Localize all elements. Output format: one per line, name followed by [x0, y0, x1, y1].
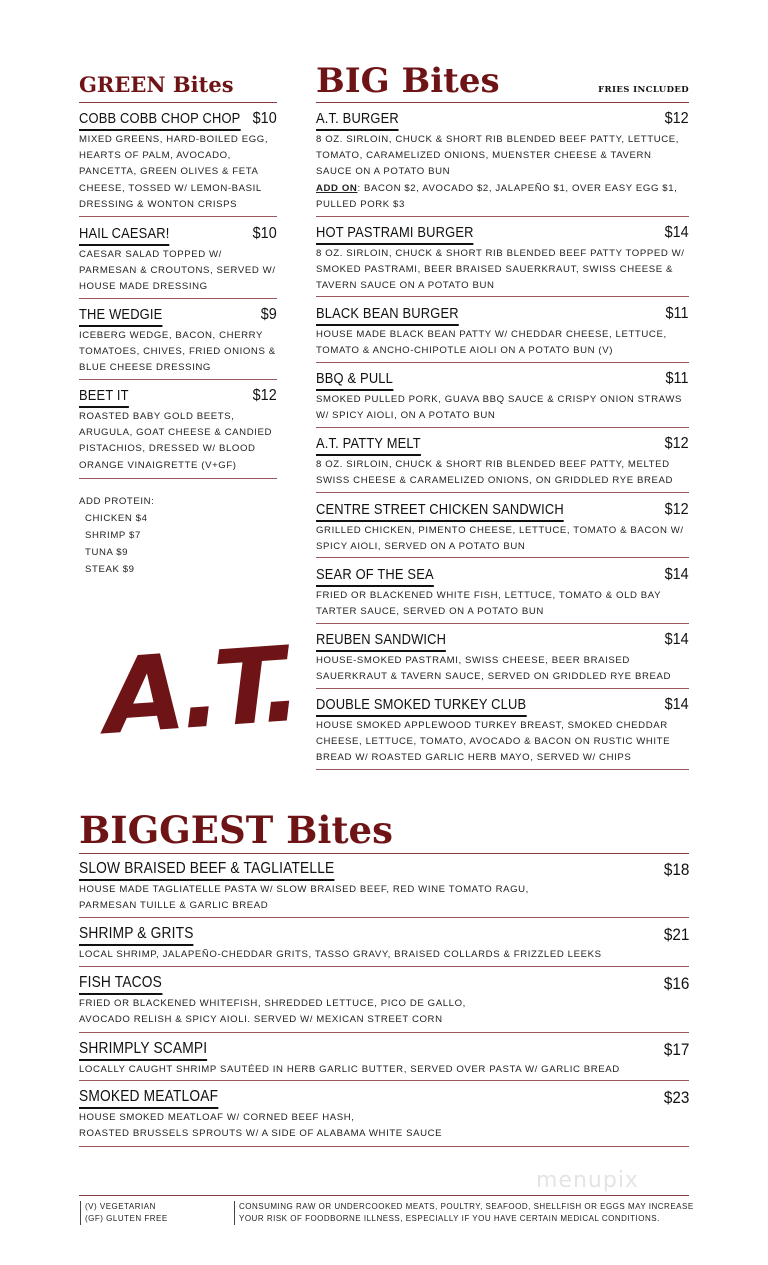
at-logo-text: A.T. — [100, 622, 299, 759]
big-item-name: BLACK BEAN BURGER — [316, 305, 459, 326]
protein-tuna: TUNA $9 — [85, 547, 129, 558]
big-item-name: CENTRE STREET CHICKEN SANDWICH — [316, 501, 564, 522]
biggest-item-separator — [79, 1032, 689, 1033]
big-item-desc: GRILLED CHICKEN, PIMENTO CHEESE, LETTUCE, TOMATO & BACON W/ SPICY AIOLI, SERVED ON A POTATO BUN — [316, 525, 684, 553]
big-item — [316, 224, 689, 295]
big-item-price: $11 — [666, 370, 689, 387]
big-item-separator — [316, 362, 689, 363]
biggest-item-price: $23 — [663, 1088, 689, 1107]
green-item-desc: CAESAR SALAD TOPPED W/ PARMESAN & CROUTONS, SERVED W/ HOUSE MADE DRESSING — [79, 249, 276, 293]
biggest-item-name: SHRIMPLY SCAMPI — [79, 1040, 207, 1061]
legend-gluten-free: (GF) GLUTEN FREE — [85, 1214, 168, 1223]
big-item — [316, 435, 689, 489]
big-item — [316, 501, 689, 555]
green-item-separator — [79, 298, 277, 299]
big-item-separator — [316, 427, 689, 428]
big-item-price: $12 — [664, 435, 689, 452]
biggest-item-name: SHRIMP & GRITS — [79, 925, 194, 946]
warning-line-2: YOUR RISK OF FOODBORNE ILLNESS, ESPECIALLY IF YOU HAVE CERTAIN MEDICAL CONDITIONS. — [239, 1214, 660, 1223]
watermark: menupix — [536, 1168, 639, 1193]
biggest-item-desc-line1: FRIED OR BLACKENED WHITEFISH, SHREDDED LETTUCE, PICO DE GALLO, — [79, 998, 466, 1009]
at-logo — [98, 622, 299, 759]
green-item-desc: ICEBERG WEDGE, BACON, CHERRY TOMATOES, CHIVES, FRIED ONIONS & BLUE CHEESE DRESSING — [79, 330, 276, 374]
big-item-separator — [316, 769, 689, 770]
addon-label: ADD ON — [316, 182, 358, 194]
biggest-item-desc-line1: LOCALLY CAUGHT SHRIMP SAUTÉED IN HERB GARLIC BUTTER, SERVED OVER PASTA W/ GARLIC BREAD — [79, 1064, 620, 1075]
green-item — [79, 110, 277, 213]
big-item-name: A.T. BURGER — [316, 110, 399, 131]
biggest-item-desc-line1: HOUSE SMOKED MEATLOAF W/ CORNED BEEF HASH, — [79, 1112, 355, 1123]
big-item — [316, 110, 689, 213]
footer-legend — [80, 1201, 168, 1225]
green-item — [79, 387, 277, 474]
green-item-price: $10 — [252, 110, 277, 127]
big-item-price: $11 — [666, 305, 689, 322]
big-item-price: $12 — [664, 501, 689, 518]
footer-warning — [234, 1201, 694, 1225]
big-item-addon — [316, 181, 689, 213]
big-item-separator — [316, 492, 689, 493]
biggest-item-name: SMOKED MEATLOAF — [79, 1088, 218, 1109]
biggest-item-separator — [79, 1080, 689, 1081]
big-item — [316, 631, 689, 685]
green-item-separator — [79, 478, 277, 479]
big-item-desc: HOUSE-SMOKED PASTRAMI, SWISS CHEESE, BEER BRAISED SAUERKRAUT & TAVERN SAUCE, SERVED ON GRIDDLED RYE BREAD — [316, 655, 672, 683]
big-item-desc: 8 OZ. SIRLOIN, CHUCK & SHORT RIB BLENDED BEEF PATTY, MELTED SWISS CHEESE & CARAMELIZED ONIONS, ON GRIDDLED RYE BREAD — [316, 459, 674, 487]
protein-title: ADD PROTEIN: — [79, 496, 155, 507]
green-item-name: COBB COBB CHOP CHOP — [79, 110, 240, 131]
green-item-name: BEET IT — [79, 387, 129, 408]
biggest-item-separator — [79, 1146, 689, 1147]
green-item-price: $10 — [252, 225, 277, 242]
biggest-item — [79, 1040, 689, 1078]
biggest-item-separator — [79, 966, 689, 967]
big-item-price: $12 — [664, 110, 689, 127]
big-item-price: $14 — [664, 224, 689, 241]
green-item-separator — [79, 379, 277, 380]
green-item-separator — [79, 216, 277, 217]
big-item — [316, 305, 689, 359]
big-item-name: BBQ & PULL — [316, 370, 393, 391]
green-title-rule — [79, 102, 277, 103]
big-item-name: A.T. PATTY MELT — [316, 435, 421, 456]
big-item-name: SEAR OF THE SEA — [316, 566, 434, 587]
big-item-desc: SMOKED PULLED PORK, GUAVA BBQ SAUCE & CRISPY ONION STRAWS W/ SPICY AIOLI, ON A POTATO BUN — [316, 394, 682, 422]
biggest-item-desc-line1: LOCAL SHRIMP, JALAPEÑO-CHEDDAR GRITS, TASSO GRAVY, BRAISED COLLARDS & FRIZZLED LEEKS — [79, 949, 602, 960]
big-item-name: HOT PASTRAMI BURGER — [316, 224, 474, 245]
footer-rule — [79, 1195, 689, 1196]
biggest-title: BIGGEST Bites — [79, 808, 393, 852]
protein-chicken: CHICKEN $4 — [85, 513, 148, 524]
biggest-item — [79, 974, 689, 1028]
big-item-name: REUBEN SANDWICH — [316, 631, 446, 652]
green-item-name: THE WEDGIE — [79, 306, 162, 327]
big-item — [316, 566, 689, 620]
green-section — [79, 74, 277, 95]
green-item-desc: MIXED GREENS, HARD-BOILED EGG, HEARTS OF PALM, AVOCADO, PANCETTA, GREEN OLIVES & FETA CHEESE, TOSSED W/ LEMON-BASIL DRESSING & WONTON CRISPS — [79, 134, 269, 210]
big-item-separator — [316, 216, 689, 217]
big-item — [316, 696, 689, 767]
biggest-item-name: FISH TACOS — [79, 974, 162, 995]
big-item-price: $14 — [664, 631, 689, 648]
biggest-item-desc-line2: AVOCADO RELISH & SPICY AIOLI. SERVED W/ MEXICAN STREET CORN — [79, 1014, 443, 1026]
green-title: GREEN Bites — [79, 72, 234, 97]
biggest-item — [79, 925, 689, 963]
biggest-item-separator — [79, 917, 689, 918]
big-item-separator — [316, 557, 689, 558]
big-item-desc: FRIED OR BLACKENED WHITE FISH, LETTUCE, TOMATO & OLD BAY TARTER SAUCE, SERVED ON A POTATO BUN — [316, 590, 661, 618]
big-item-price: $14 — [664, 566, 689, 583]
big-item-price: $14 — [664, 696, 689, 713]
biggest-section — [79, 808, 689, 852]
protein-block — [79, 493, 277, 578]
biggest-item-desc-line2: PARMESAN TUILLE & GARLIC BREAD — [79, 900, 269, 912]
biggest-item-desc-line1: HOUSE MADE TAGLIATELLE PASTA W/ SLOW BRAISED BEEF, RED WINE TOMATO RAGU, — [79, 884, 529, 895]
protein-shrimp: SHRIMP $7 — [85, 530, 141, 541]
big-item-name: DOUBLE SMOKED TURKEY CLUB — [316, 696, 526, 717]
big-item-desc: HOUSE SMOKED APPLEWOOD TURKEY BREAST, SMOKED CHEDDAR CHEESE, LETTUCE, TOMATO, AVOCADO & BACON ON RUSTIC WHITE BREAD W/ ROASTED GARLIC HERB MAYO, SERVED W/ CHIPS — [316, 720, 671, 764]
biggest-item-price: $21 — [663, 925, 689, 944]
biggest-item — [79, 1088, 689, 1142]
big-title: BIG Bites — [316, 61, 500, 101]
big-item-desc: 8 OZ. SIRLOIN, CHUCK & SHORT RIB BLENDED BEEF PATTY, LETTUCE, TOMATO, CARAMELIZED ONIONS, MUENSTER CHEESE & TAVERN SAUCE ON A POTATO BUN — [316, 134, 680, 178]
big-section — [316, 61, 689, 101]
big-item — [316, 370, 689, 424]
big-item-separator — [316, 296, 689, 297]
big-item-desc: HOUSE MADE BLACK BEAN PATTY W/ CHEDDAR CHEESE, LETTUCE, TOMATO & ANCHO-CHIPOTLE AIOLI ON A POTATO BUN (V) — [316, 329, 667, 357]
biggest-title-rule — [79, 853, 689, 854]
big-item-desc: 8 OZ. SIRLOIN, CHUCK & SHORT RIB BLENDED BEEF PATTY TOPPED W/ SMOKED PASTRAMI, BEER BRAISED SAUERKRAUT, SWISS CHEESE & TAVERN SAUCE ON A POTATO BUN — [316, 248, 685, 292]
biggest-item-desc-line2: ROASTED BRUSSELS SPROUTS W/ A SIDE OF ALABAMA WHITE SAUCE — [79, 1128, 443, 1140]
biggest-item-price: $16 — [663, 974, 689, 993]
biggest-item — [79, 860, 689, 914]
big-item-separator — [316, 623, 689, 624]
green-item-name: HAIL CAESAR! — [79, 225, 169, 246]
green-item-desc: ROASTED BABY GOLD BEETS, ARUGULA, GOAT CHEESE & CANDIED PISTACHIOS, DRESSED W/ BLOOD ORANGE VINAIGRETTE (V+GF) — [79, 411, 273, 471]
green-item-price: $12 — [252, 387, 277, 404]
biggest-item-name: SLOW BRAISED BEEF & TAGLIATELLE — [79, 860, 334, 881]
green-item — [79, 225, 277, 296]
legend-vegetarian: (V) VEGETARIAN — [85, 1202, 156, 1211]
warning-line-1: CONSUMING RAW OR UNDERCOOKED MEATS, POULTRY, SEAFOOD, SHELLFISH OR EGGS MAY INCREASE — [239, 1202, 694, 1211]
at-logo-mark — [98, 622, 299, 759]
biggest-item-price: $17 — [663, 1040, 689, 1059]
green-item-price: $9 — [260, 306, 277, 323]
fries-included-note: FRIES INCLUDED — [598, 85, 689, 95]
big-item-separator — [316, 688, 689, 689]
protein-steak: STEAK $9 — [85, 564, 135, 575]
green-item — [79, 306, 277, 377]
big-title-rule — [316, 102, 689, 103]
addon-text: : BACON $2, AVOCADO $2, JALAPEÑO $1, OVER EASY EGG $1, PULLED PORK $3 — [316, 182, 678, 210]
biggest-item-price: $18 — [663, 860, 689, 879]
